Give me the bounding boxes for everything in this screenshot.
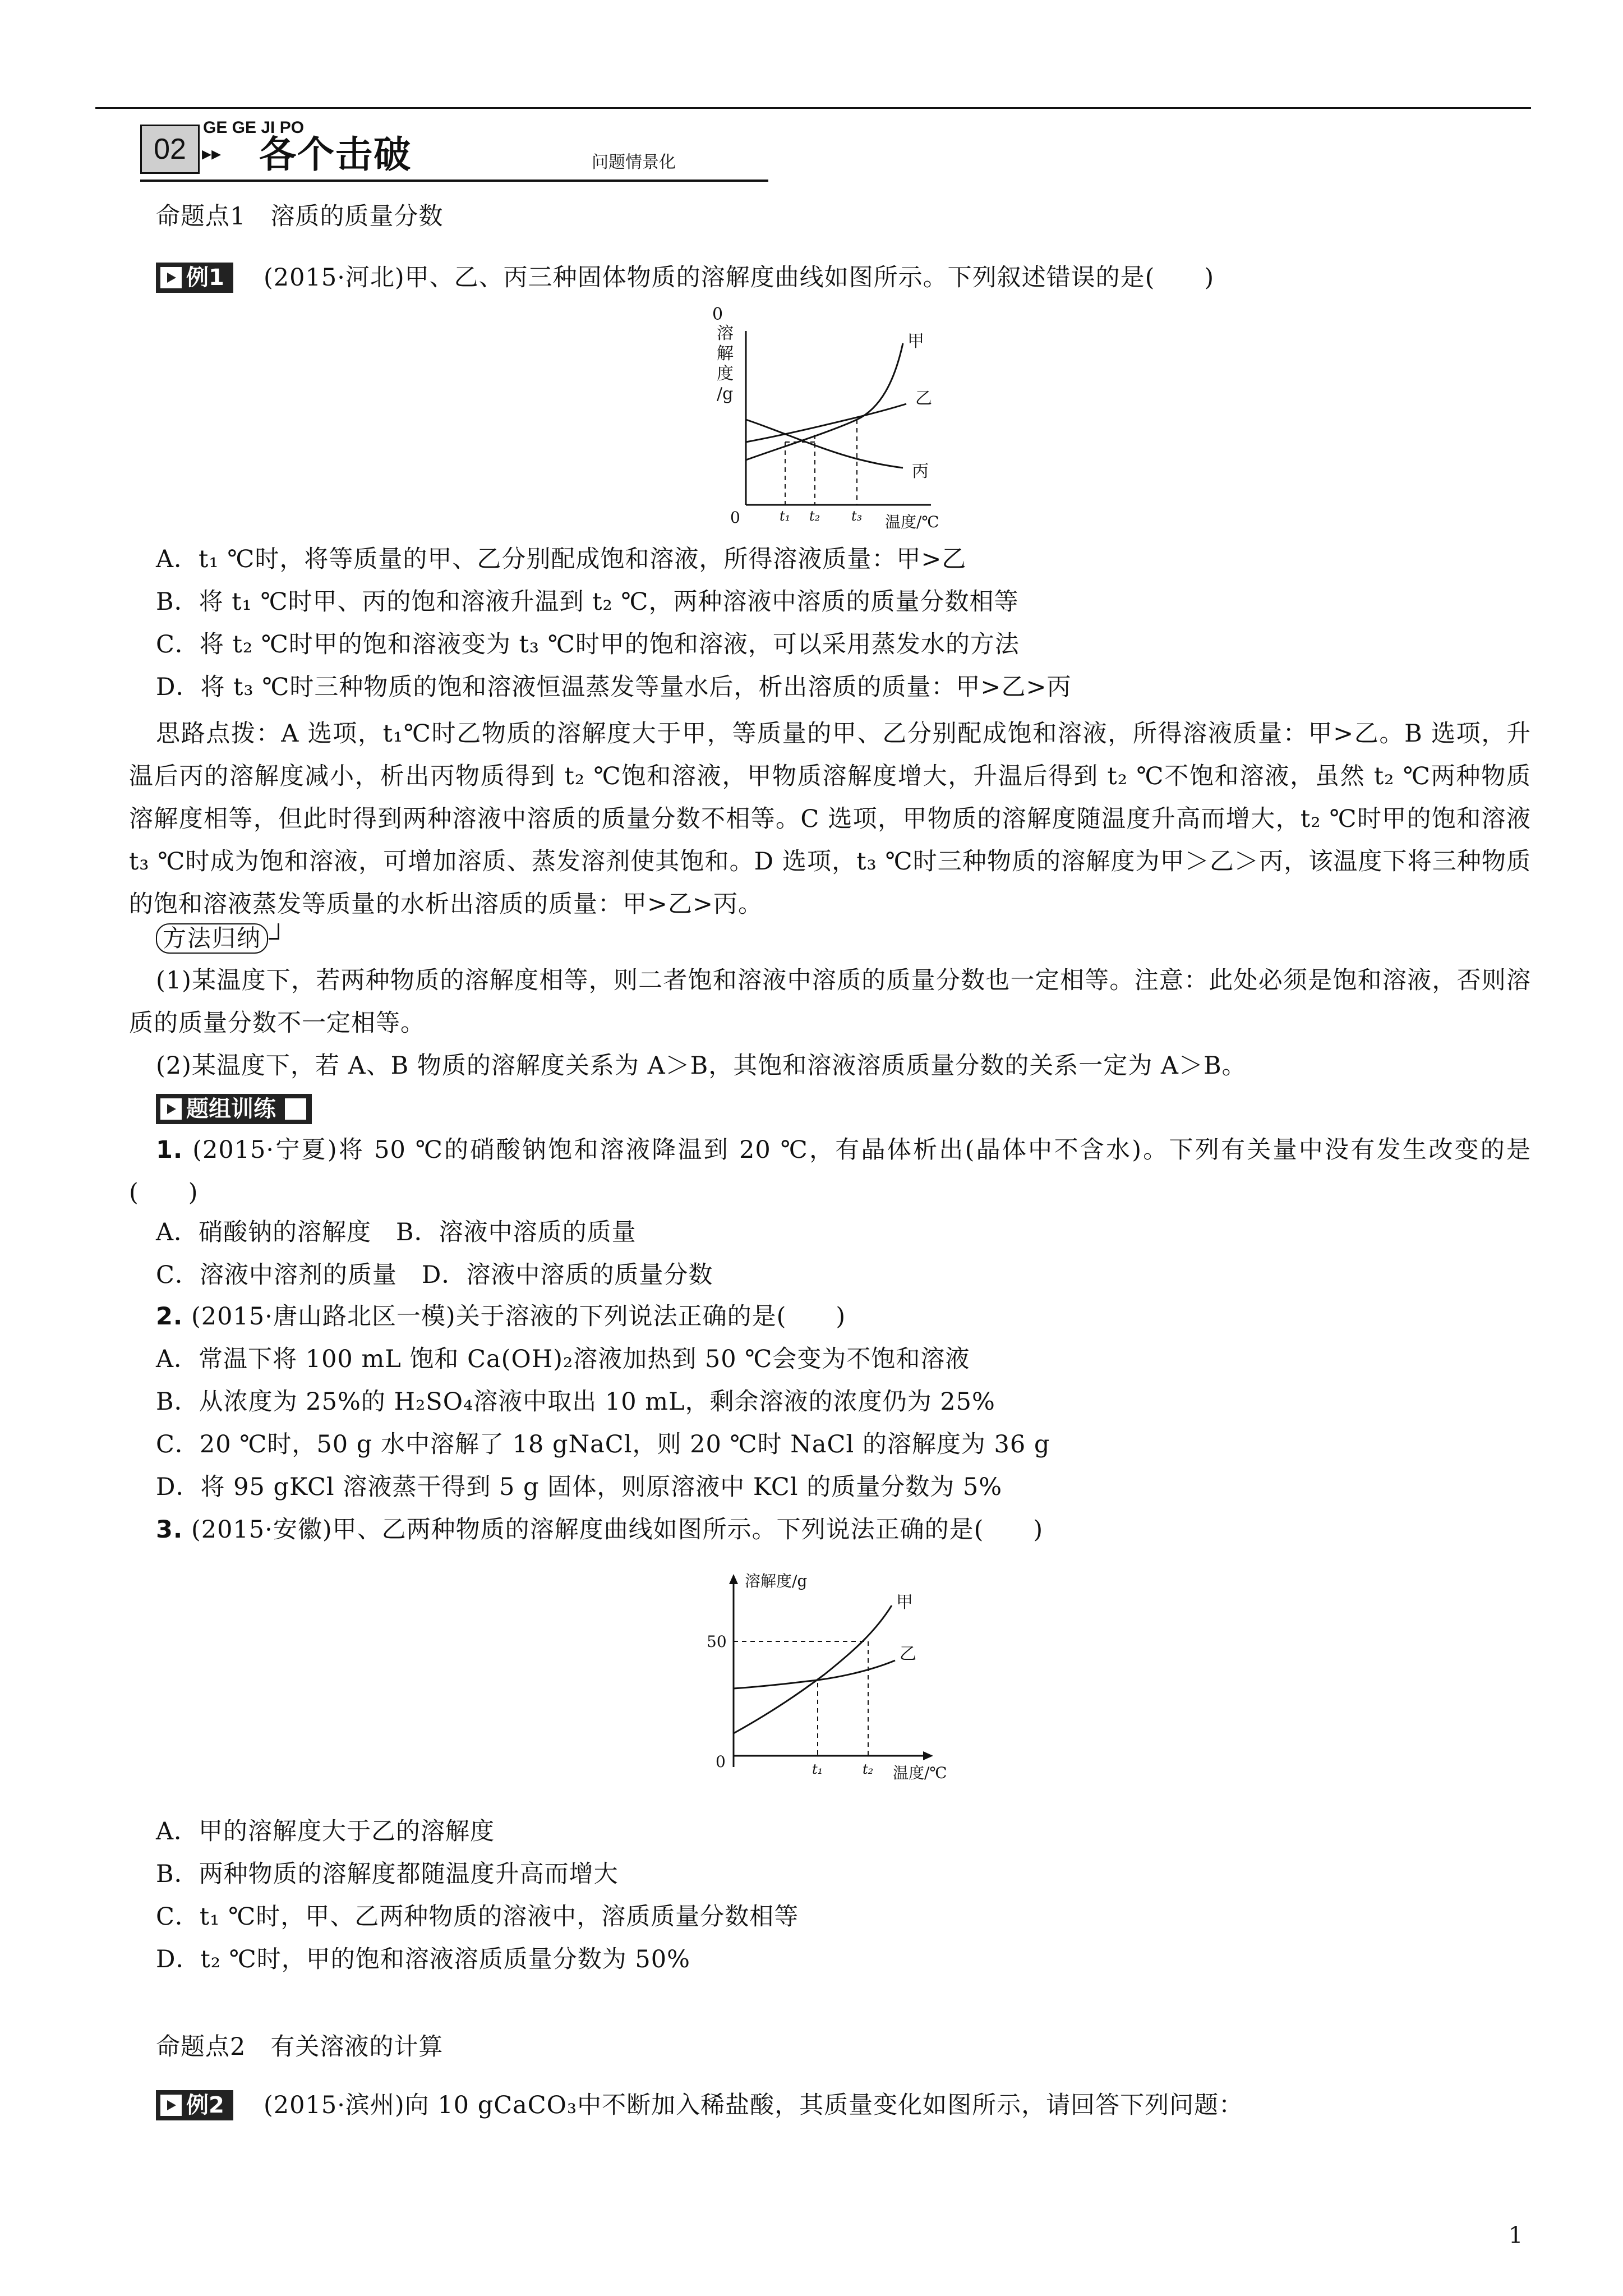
play-icon <box>160 2095 182 2116</box>
q1-stem <box>129 1129 1531 1214</box>
chart2-x-arrow <box>923 1751 933 1760</box>
section1-title: 命题点1 溶质的质量分数 <box>156 203 444 231</box>
chart2-curve-yi <box>734 1660 895 1688</box>
q2-number: 2. <box>156 1303 183 1331</box>
header-subtitle: 问题情景化 <box>592 153 676 172</box>
q3-number: 3. <box>156 1516 183 1544</box>
chart2-tick-t2: t₂ <box>863 1761 874 1777</box>
chart2-series-yi: 乙 <box>900 1644 916 1664</box>
method-point-1: (1)某温度下，若两种物质的溶解度相等，则二者饱和溶液中溶质的质量分数也一定相等。注意：此处必须是饱和溶液，否则溶质的质量分数不一定相等。 <box>129 967 1531 1037</box>
section2-title: 命题点2 有关溶液的计算 <box>156 2033 444 2061</box>
chart1-series-yi: 乙 <box>915 389 932 408</box>
chart2-origin: 0 <box>716 1752 726 1771</box>
q3-stem-text: (2015·安徽)甲、乙两种物质的溶解度曲线如图所示。下列说法正确的是( ) <box>191 1516 1044 1544</box>
chart1-ylabel-3: 度 <box>717 364 734 384</box>
chart1-ylabel-4: /g <box>717 384 734 404</box>
example2-question: (2015·滨州)向 10 gCaCO₃中不断加入稀盐酸，其质量变化如图所示，请回答下列问题： <box>264 2091 1244 2119</box>
solubility-chart-2 <box>695 1571 987 1784</box>
example1-option-a: A．t₁ ℃时，将等质量的甲、乙分别配成饱和溶液，所得溶液质量：甲>乙 <box>156 545 967 573</box>
chart2-series-jia: 甲 <box>896 1593 913 1612</box>
chart1-origin-label: 0 <box>730 508 740 527</box>
solubility-chart-1 <box>712 305 970 539</box>
q2-option-c: C．20 ℃时，50 g 水中溶解了 18 gNaCl，则 20 ℃时 NaCl 的溶解度为 36 g <box>156 1430 1050 1458</box>
badge-arrows <box>156 1094 380 1124</box>
q3-option-b: B．两种物质的溶解度都随温度升高而增大 <box>156 1860 619 1888</box>
method-title <box>156 923 279 955</box>
method-title-hook <box>269 923 279 940</box>
section-number: 02 <box>154 133 186 165</box>
chart1-series-bing: 丙 <box>912 462 929 481</box>
q1-options-cd: C．溶液中溶剂的质量 D．溶液中溶质的质量分数 <box>156 1261 713 1289</box>
play-icon <box>160 267 182 288</box>
q3-stem <box>156 1512 1043 1547</box>
chart2-ytick-50: 50 <box>707 1632 727 1651</box>
section-number-box <box>140 125 200 174</box>
chart2-tick-t1: t₁ <box>812 1761 823 1777</box>
chart2-xlabel: 温度/℃ <box>893 1764 947 1782</box>
chart1-tick-t2: t₂ <box>809 508 820 524</box>
chart2-y-arrow <box>729 1574 738 1584</box>
example1-option-c: C．将 t₂ ℃时甲的饱和溶液变为 t₃ ℃时甲的饱和溶液，可以采用蒸发水的方法 <box>156 631 1020 659</box>
chart1-curve-jia <box>746 343 903 460</box>
chart1-xlabel: 温度/℃ <box>885 513 939 531</box>
method-title-text: 方法归纳 <box>156 923 268 954</box>
page-number: 1 <box>1509 2223 1523 2248</box>
chart1-tick-t1: t₁ <box>780 508 791 524</box>
chart1-ylabel-1: 溶 <box>717 324 734 343</box>
example1-option-d: D．将 t₃ ℃时三种物质的饱和溶液恒温蒸发等量水后，析出溶质的质量：甲>乙>丙 <box>156 673 1072 701</box>
example1-badge: 例1 <box>156 263 233 293</box>
chart1-curve-bing <box>746 420 903 468</box>
q2-option-b: B．从浓度为 25%的 H₂SO₄溶液中取出 10 mL，剩余溶液的浓度仍为 25% <box>156 1388 995 1416</box>
method-point-2: (2)某温度下，若 A、B 物质的溶解度关系为 A＞B，其饱和溶液溶质质量分数的关系一定为 A＞B。 <box>156 1052 1247 1080</box>
example1-analysis: 思路点拨：A 选项，t₁℃时乙物质的溶解度大于甲，等质量的甲、乙分别配成饱和溶液，所得溶液质量：甲>乙。B 选项，升温后丙的溶解度减小，析出丙物质得到 t₂ ℃饱和溶液，甲物质溶解度增大，升温后得到 t₂ ℃不饱和溶液，虽然 t₂ ℃两种物质溶解度相等，但此时得到两种溶液中溶质的质量分数不相等。C 选项，甲物质的溶解度随温度升高而增大，t₂ ℃时甲的饱和溶液 t₃ ℃时成为饱和溶液，可增加溶质、蒸发溶剂使其饱和。D 选项，t₃ ℃时三种物质的溶解度为甲＞乙＞丙，该温度下将三种物质的饱和溶液蒸发等质量的水析出溶质的质量：甲>乙>丙。 <box>129 720 1531 918</box>
header-underline <box>140 180 768 182</box>
header-title: 各个击破 <box>259 133 412 176</box>
q2-stem <box>156 1299 846 1334</box>
q3-option-c: C．t₁ ℃时，甲、乙两种物质的溶液中，溶质质量分数相等 <box>156 1903 799 1931</box>
chart1-origin: 0 <box>712 305 723 324</box>
q3-option-a: A．甲的溶解度大于乙的溶解度 <box>156 1818 495 1846</box>
header-arrows: ▸▸ <box>202 142 222 165</box>
chart1-curve-yi <box>746 404 906 442</box>
chart2-ylabel: 溶解度/g <box>745 1572 808 1590</box>
q1-number: 1. <box>156 1136 183 1164</box>
chart1-ylabel-2: 解 <box>717 344 734 364</box>
training-badge: 题组训练 <box>156 1094 312 1124</box>
top-rule <box>95 107 1531 109</box>
q2-option-d: D．将 95 gKCl 溶液蒸干得到 5 g 固体，则原溶液中 KCl 的质量分数为 5% <box>156 1473 1003 1501</box>
q2-stem-text: (2015·唐山路北区一模)关于溶液的下列说法正确的是( ) <box>191 1303 846 1331</box>
example2-badge: 例2 <box>156 2090 233 2120</box>
example1-option-b: B．将 t₁ ℃时甲、丙的饱和溶液升温到 t₂ ℃，两种溶液中溶质的质量分数相等 <box>156 588 1019 616</box>
chart1-series-jia: 甲 <box>907 332 924 351</box>
chart1-tick-t3: t₃ <box>851 508 863 524</box>
q2-option-a: A．常温下将 100 mL 饱和 Ca(OH)₂溶液加热到 50 ℃会变为不饱和溶液 <box>156 1345 970 1373</box>
q1-options-ab: A．硝酸钠的溶解度 B．溶液中溶质的质量 <box>156 1218 637 1246</box>
example1-question: (2015·河北)甲、乙、丙三种固体物质的溶解度曲线如图所示。下列叙述错误的是( ) <box>264 264 1215 292</box>
q1-stem-text: (2015·宁夏)将 50 ℃的硝酸钠饱和溶液降温到 20 ℃，有晶体析出(晶体中不含水)。下列有关量中没有发生改变的是( ) <box>129 1136 1531 1207</box>
q3-option-d: D．t₂ ℃时，甲的饱和溶液溶质质量分数为 50% <box>156 1945 691 1973</box>
header-pinyin: GE GE JI PO <box>203 118 305 137</box>
